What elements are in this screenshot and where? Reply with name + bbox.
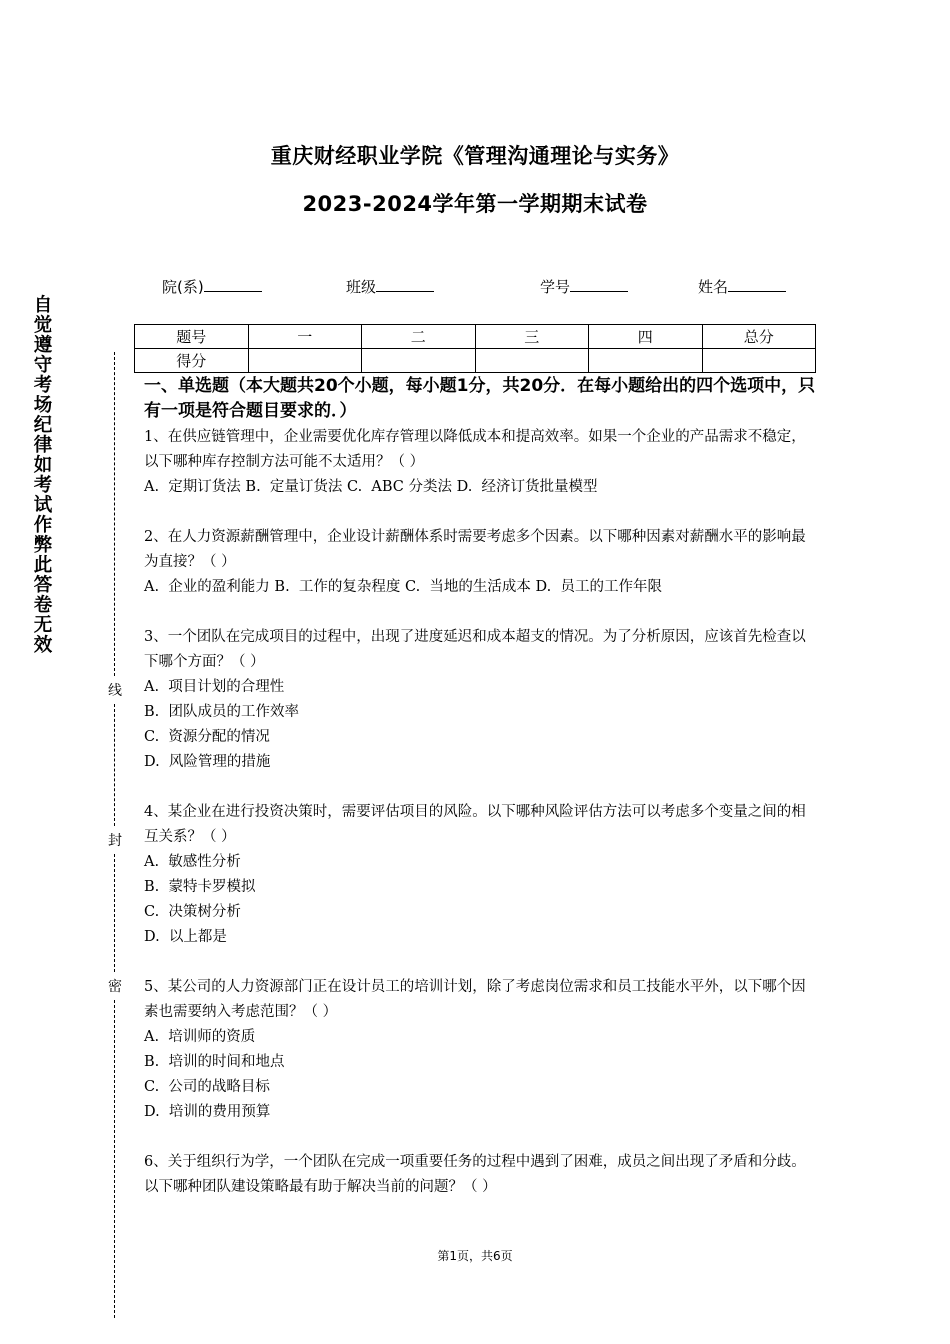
option-d[interactable]: D. 培训的费用预算 [144, 1104, 271, 1120]
student-id-field[interactable] [540, 276, 628, 297]
binding-line-char: 线 [106, 680, 124, 700]
score-header-cell: 题号 [135, 325, 249, 349]
score-header-cell: 一 [248, 325, 362, 349]
score-header-cell: 二 [362, 325, 476, 349]
question-options[interactable]: A. 企业的盈利能力 B. 工作的复杂程度 C. 当地的生活成本 D. 员工的工作年限 [144, 579, 662, 595]
department-label: 院(系) [162, 278, 204, 296]
student-id-blank[interactable] [570, 277, 628, 292]
class-blank[interactable] [376, 277, 434, 292]
score-table-score-row [135, 349, 816, 373]
exam-content [144, 374, 819, 1225]
question [144, 1150, 819, 1200]
score-table-header-row [135, 325, 816, 349]
binding-line-segment [114, 1000, 115, 1318]
exam-title-line2: 2023-2024学年第一学期期末试卷 [302, 192, 648, 216]
class-field[interactable] [346, 276, 434, 297]
option-b[interactable]: B. 团队成员的工作效率 [144, 704, 299, 720]
question [144, 800, 819, 950]
score-cell[interactable] [362, 349, 476, 373]
question [144, 525, 819, 600]
question-stem: 3、一个团队在完成项目的过程中，出现了进度延迟和成本超支的情况。为了分析原因，应该首先检查以下哪个方面？（ ） [144, 629, 806, 670]
student-id-label: 学号 [540, 278, 571, 296]
option-c[interactable]: C. 决策树分析 [144, 904, 241, 920]
class-label: 班级 [346, 278, 377, 296]
question-stem: 5、某公司的人力资源部门正在设计员工的培训计划，除了考虑岗位需求和员工技能水平外，以下哪个因素也需要纳入考虑范围？（ ） [144, 979, 806, 1020]
question-options[interactable]: A. 定期订货法 B. 定量订货法 C. ABC 分类法 D. 经济订货批量模型 [144, 479, 598, 495]
binding-line-segment [114, 352, 115, 676]
department-field[interactable] [162, 276, 262, 297]
binding-secret-char: 密 [106, 976, 124, 996]
score-table [134, 324, 816, 373]
option-c[interactable]: C. 资源分配的情况 [144, 729, 270, 745]
binding-line-segment [114, 704, 115, 826]
option-a[interactable]: A. 敏感性分析 [144, 854, 241, 870]
binding-line-segment [114, 854, 115, 972]
option-a[interactable]: A. 项目计划的合理性 [144, 679, 285, 695]
score-cell[interactable] [589, 349, 703, 373]
score-cell[interactable] [248, 349, 362, 373]
name-label: 姓名 [698, 278, 729, 296]
question-stem: 6、关于组织行为学，一个团队在完成一项重要任务的过程中遇到了困难，成员之间出现了矛盾和分歧。以下哪种团队建设策略最有助于解决当前的问题？（ ） [144, 1154, 806, 1195]
score-header-cell: 总分 [702, 325, 816, 349]
option-c[interactable]: C. 公司的战略目标 [144, 1079, 270, 1095]
name-field[interactable] [698, 276, 786, 297]
binding-seal-char: 封 [106, 830, 124, 850]
score-row-label: 得分 [135, 349, 249, 373]
department-blank[interactable] [204, 277, 262, 292]
question [144, 625, 819, 775]
question [144, 425, 819, 500]
score-header-cell: 三 [475, 325, 589, 349]
question-stem: 1、在供应链管理中，企业需要优化库存管理以降低成本和提高效率。如果一个企业的产品需求不稳定，以下哪种库存控制方法可能不太适用？（ ） [144, 429, 806, 470]
question-stem: 2、在人力资源薪酬管理中，企业设计薪酬体系时需要考虑多个因素。以下哪种因素对薪酬水平的影响最为直接？（ ） [144, 529, 806, 570]
question [144, 975, 819, 1125]
score-cell[interactable] [475, 349, 589, 373]
option-b[interactable]: B. 蒙特卡罗模拟 [144, 879, 256, 895]
page-footer: 第1页，共6页 [437, 1249, 513, 1263]
exam-title-line1: 重庆财经职业学院《管理沟通理论与实务》 [270, 144, 680, 168]
option-d[interactable]: D. 以上都是 [144, 929, 227, 945]
score-header-cell: 四 [589, 325, 703, 349]
name-blank[interactable] [728, 277, 786, 292]
option-b[interactable]: B. 培训的时间和地点 [144, 1054, 285, 1070]
question-stem: 4、某企业在进行投资决策时，需要评估项目的风险。以下哪种风险评估方法可以考虑多个变量之间的相互关系？（ ） [144, 804, 806, 845]
option-a[interactable]: A. 培训师的资质 [144, 1029, 256, 1045]
exam-discipline-notice: 自觉遵守考场纪律如考试作弊此答卷无效 [33, 295, 53, 656]
score-cell[interactable] [702, 349, 816, 373]
section-heading: 一、单选题（本大题共20个小题，每小题1分，共20分．在每小题给出的四个选项中，只有一项是符合题目要求的．） [144, 376, 816, 421]
option-d[interactable]: D. 风险管理的措施 [144, 754, 271, 770]
